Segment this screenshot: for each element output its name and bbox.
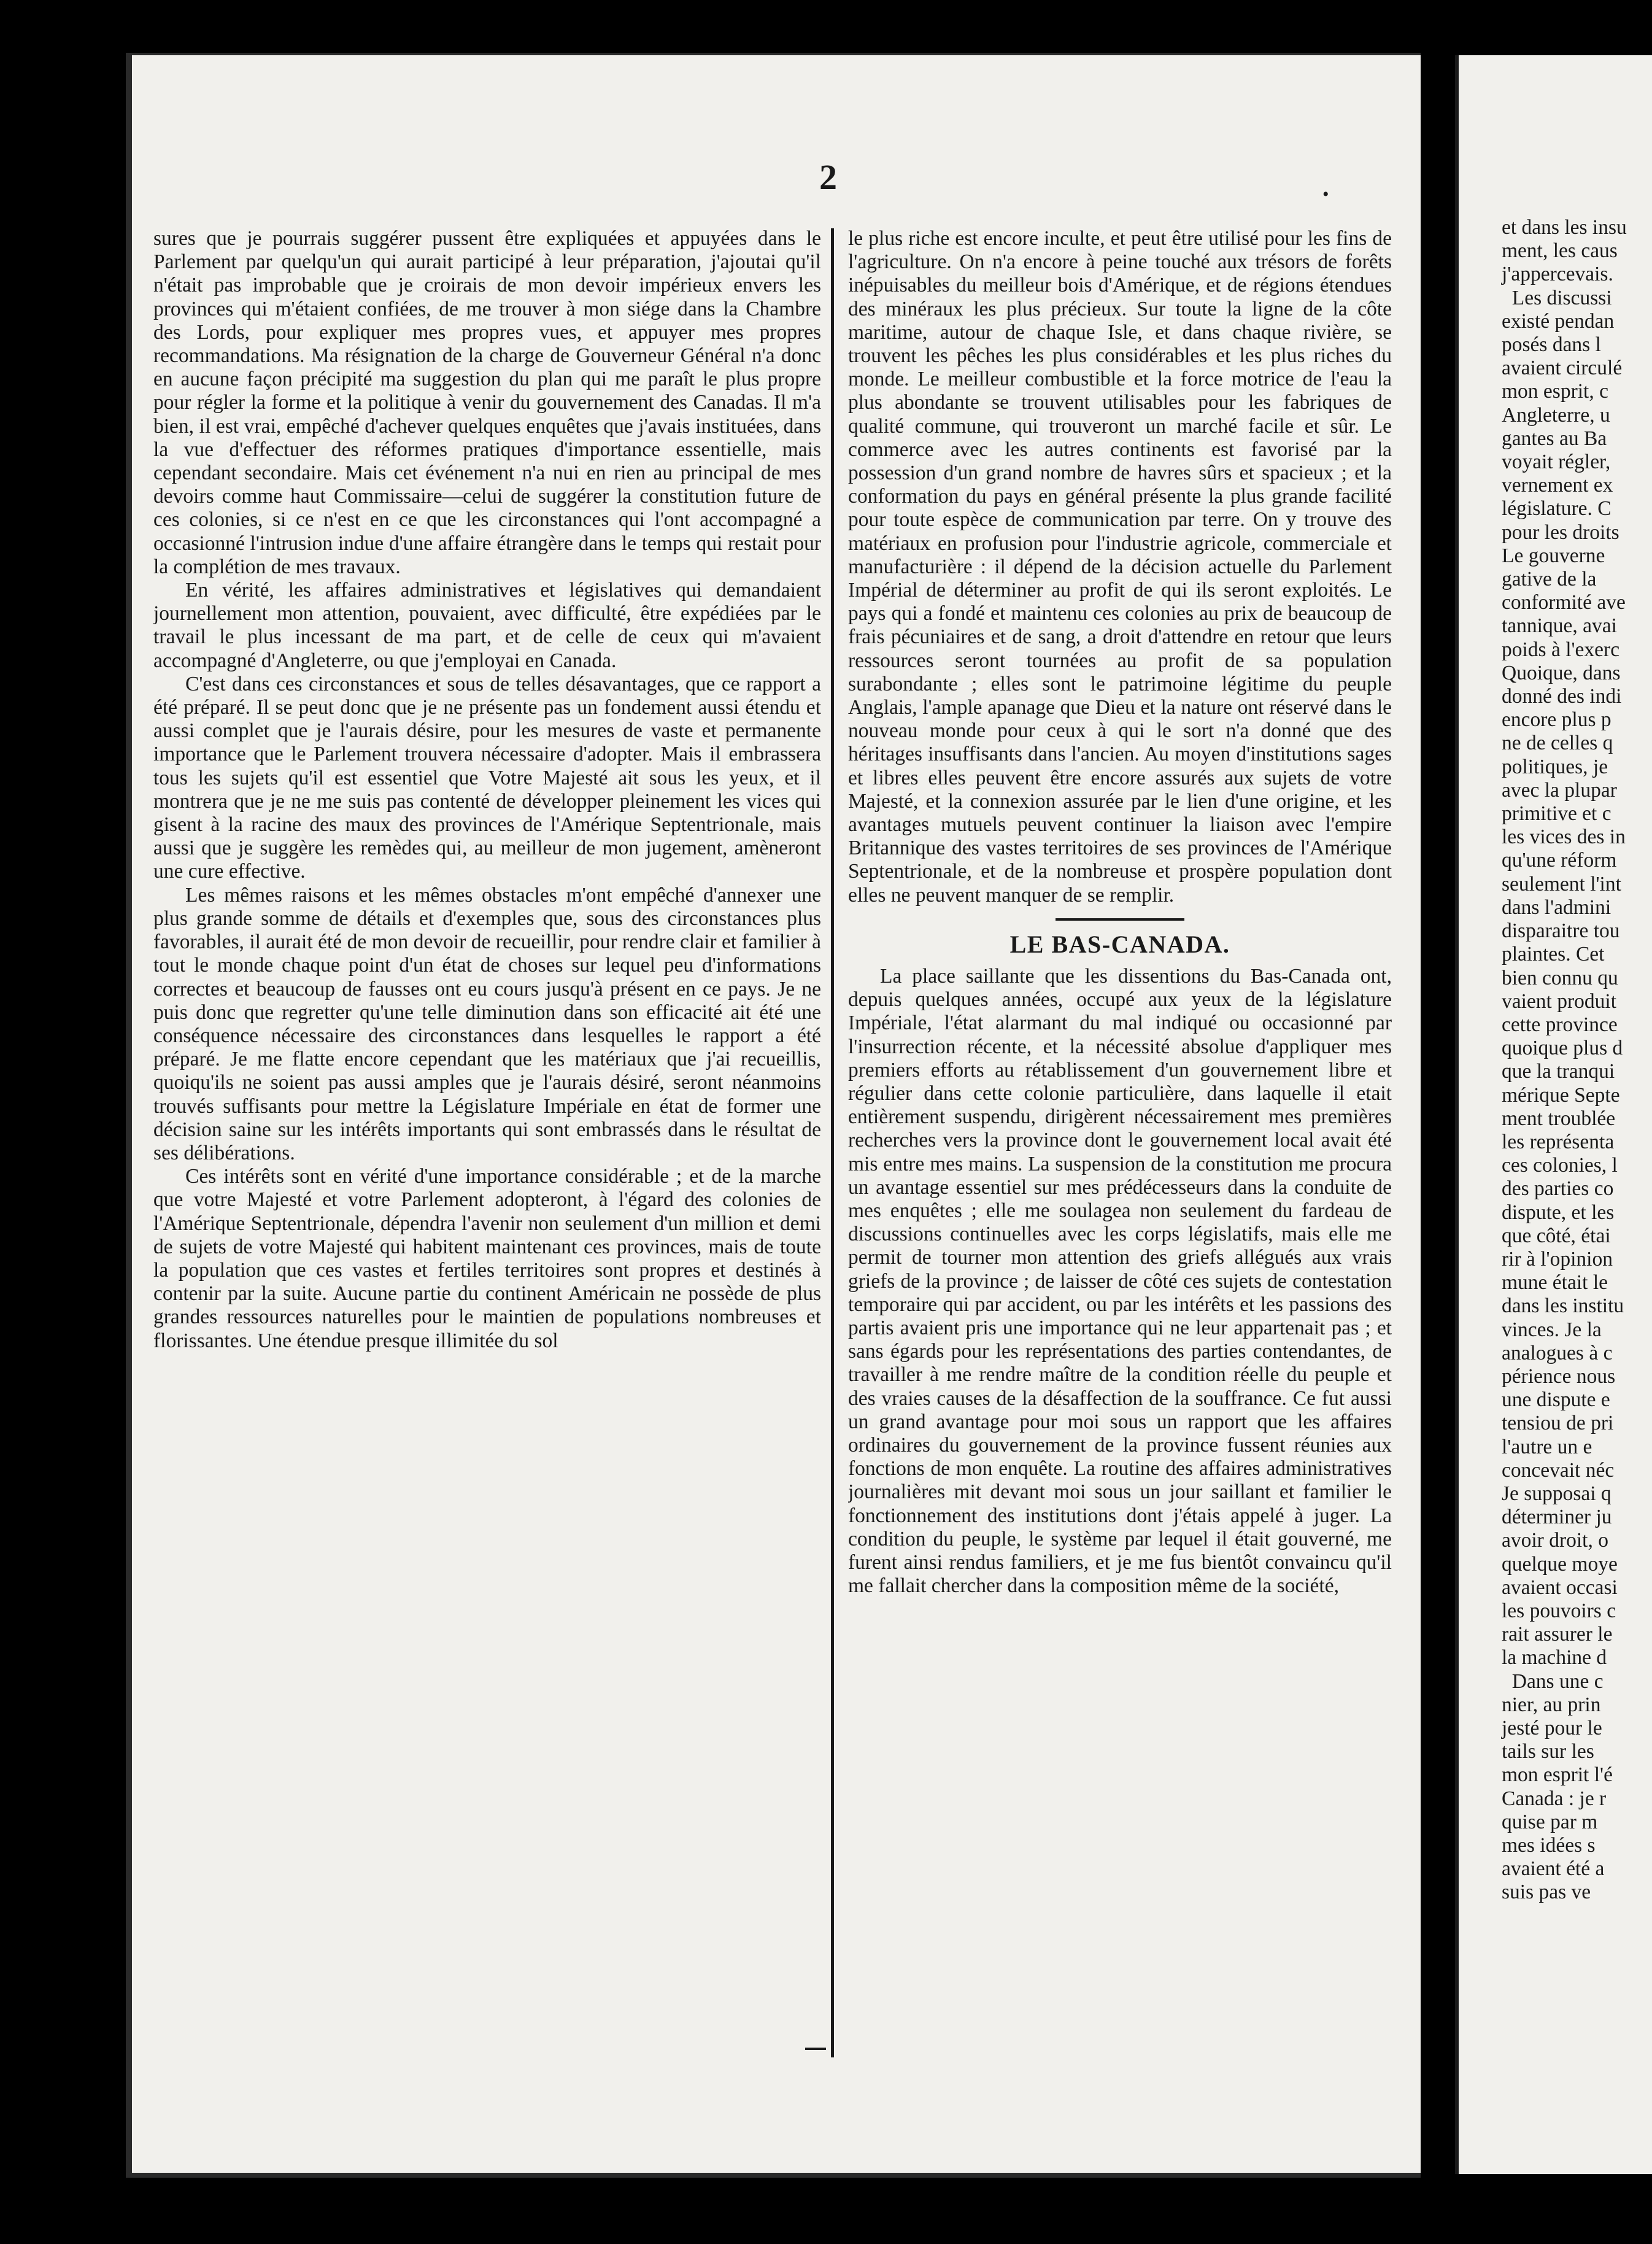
left-paragraph-1: sures que je pourrais suggérer pussent être expliquées et appuyées dans le Parlement par quelqu'un qui aurait participé à leur préparation, j'ajoutai qu'il n'était pas improbable que je croirais de mon devoir impérieux envers les provinces qui m'étaient confiées, de me trouver à mon siége dans la Chambre des Lords, pour expliquer mes propres vues, et appuyer mes propres recommandations. Ma résignation de la charge de Gouverneur Général n'a donc en aucune façon précipité ma suggestion du plan qui me paraît le plus propre pour régler la forme et la politique à venir du gouvernement des Canadas. Il m'a bien, il est vrai, empêché d'achever quelques enquêtes que j'avais instituées, dans la vue d'effectuer des réformes pratiques d'importance essentielle, mais cependant secondaire. Mais cet événement n'a nui en rien au principal de mes devoirs comme haut Commissaire—celui de suggérer la constitution future de ces colonies, si ce n'est en ce que les circonstances qui l'ont accompagné a occasionné l'intrusion indue d'une affaire étrangère dans le temps qui restait pour la complétion de mes travaux. — [153, 227, 821, 578]
page-number: 2 — [819, 157, 837, 197]
next-page-line: disparaitre tou — [1502, 919, 1620, 943]
section-heading: LE BAS-CANADA. — [1009, 930, 1230, 958]
next-page-line: les pouvoirs c — [1502, 1599, 1616, 1622]
next-page-line: encore plus p — [1502, 708, 1611, 732]
next-page-line: vaient produit — [1502, 989, 1616, 1013]
next-page-line: mérique Septe — [1502, 1083, 1620, 1107]
next-page-line: Canada : je r — [1502, 1787, 1607, 1810]
next-page-line: avaient occasi — [1502, 1576, 1618, 1599]
next-page-edge — [1455, 55, 1652, 2174]
column-rule — [831, 228, 834, 2057]
next-page-line: périence nous — [1502, 1364, 1616, 1388]
next-page-line: rait assurer le — [1502, 1623, 1613, 1646]
next-page-line: avoir droit, o — [1502, 1529, 1608, 1552]
next-page-line: seulement l'int — [1502, 872, 1621, 896]
left-paragraph-4: Les mêmes raisons et les mêmes obstacles m'ont empêché d'annexer une plus grande somme de détails et d'exemples que, sous des circonstances plus favorables, il aurait été de mon devoir de recueillir, pour rendre clair et familier à tout le monde chaque point d'un état de choses sur lequel peu d'informations correctes et beaucoup de fausses ont eu cours jusqu'à présent en ce pays. Je ne puis donc que regretter qu'une telle diminution dans son efficacité ait été une conséquence nécessaire des circonstances dans lesquelles le rapport a été préparé. Je me flatte encore cependant que les matériaux que j'ai recueillis, quoiqu'ils ne soient pas aussi amples que je l'aurais désiré, seront néanmoins trouvés suffisants pour mettre la Législature Impériale en état de former une décision saine sur les intérêts importants qui sont embrassés dans le résultat de ses délibérations. — [153, 883, 821, 1164]
next-page-line: dans l'admini — [1502, 896, 1611, 919]
next-page-line: tails sur les — [1502, 1740, 1594, 1763]
next-page-line: gantes au Ba — [1502, 427, 1607, 450]
next-page-line: posés dans l — [1502, 333, 1601, 357]
next-page-line: les vices des in — [1502, 826, 1626, 849]
next-page-line: les représenta — [1502, 1130, 1615, 1153]
next-page-line: qu'une réform — [1502, 849, 1617, 872]
left-column — [153, 227, 821, 2087]
next-page-fold — [1455, 55, 1459, 2174]
next-page-line: avaient circulé — [1502, 357, 1623, 380]
next-page-line: mon esprit, c — [1502, 380, 1608, 403]
next-page-line: vinces. Je la — [1502, 1318, 1602, 1341]
next-page-line: tannique, avai — [1502, 614, 1617, 638]
next-page-line: avaient été a — [1502, 1857, 1605, 1881]
next-page-line: concevait néc — [1502, 1458, 1615, 1482]
next-page-line: que la tranqui — [1502, 1060, 1615, 1083]
right-paragraph-2: La place saillante que les dissentions du Bas-Canada ont, depuis quelques années, occupé aux yeux de la législature Impériale, l'état alarmant du mal indiqué ou occasionné par l'insurrection récente, et la nécessité absolue d'appliquer mes premiers efforts au rétablissement d'un gouvernement libre et régulier dans cette colonie particulière, dans laquelle il etait entièrement suspendu, dirigèrent nécessairement mes premières recherches vers la province dont le gouvernement local avait été mis entre mes mains. La suspension de la constitution me procura un avantage essentiel sur mes prédécesseurs dans la conduite de mes enquêtes ; elle me soulagea non seulement du fardeau de discussions continuelles avec les corps législatifs, mais elle me permit de tourner mon attention des griefs allégués aux vrais griefs de la province ; de laisser de côté ces sujets de contestation temporaire qui par accident, ou par les intérêts et les passions des partis avaient pris une importance qui ne leur appartenait pas ; et sans égards pour les représentations des parties contendantes, de travailler à me rendre maître de la condition réelle du peuple et des vraies causes de la désaffection de la souffrance. Ce fut aussi un grand avantage pour moi sous un rapport que les affaires ordinaires du gouvernement de la province fussent réunies aux fonctions de mon enquête. La routine des affaires administratives journalières mit devant moi sous un jour saillant et familier le fonctionnement des institutions dont j'étais appelé à juger. La condition du peuple, le système par lequel il était gouverné, me furent ainsi rendus familiers, et je me fus bientôt convaincu qu'il me fallait chercher dans la composition même de la société, — [848, 964, 1392, 1598]
right-paragraph-1: le plus riche est encore inculte, et peut être utilisé pour les fins de l'agriculture. On n'a encore à peine touché aux trésors de forêts inépuisables du meilleur bois d'Amérique, et de régions étendues des minéraux les plus précieux. Sur toute la ligne de la côte maritime, autour de chaque Isle, et dans chaque rivière, se trouvent les pêches les plus considérables et les plus riches du monde. Le meilleur combustible et la force motrice de l'eau la plus abondante se trouvent utilisables pour les fabriques de qualité commune, qui trouveront un marché facile et sûr. Le commerce avec les autres continents est favorisé par la possession d'un grand nombre de havres sûrs et spacieux ; et la conformation du pays en général présente la plus grande facilité pour toute espèce de communication par terre. On y trouve des matériaux en profusion pour l'industrie agricole, commerciale et manufacturière : il dépend de la décision actuelle du Parlement Impérial de déterminer au profit de qui ils seront exploités. Le pays qui a fondé et maintenu ces colonies au prix de beaucoup de frais pécuniaires et de sang, a droit d'attendre en retour que leurs ressources seront tournées au profit de sa population surabondante ; elles sont le patrimoine légitime du peuple Anglais, l'ample apanage que Dieu et la nature ont réservé dans le nouveau monde pour ceux à qui le sort n'a donné que des héritages insuffisants dans l'ancien. Au moyen d'institutions sages et libres elles peuvent être encore assurés aux sujets de votre Majesté, et la connexion assurée par le lien d'une origine, et les avantages mutuels peuvent continuer la liaison avec l'empire Britannique des vastes territoires de ses provinces de l'Amérique Septentrionale, et de la nombreuse et prospère population dont elles ne peuvent manquer de se remplir. — [848, 227, 1392, 907]
next-page-line: analogues à c — [1502, 1341, 1613, 1364]
next-page-line: tensiou de pri — [1502, 1412, 1614, 1435]
next-page-line: existé pendan — [1502, 309, 1615, 333]
next-page-line: la machine d — [1502, 1646, 1607, 1669]
next-page-line: politiques, je — [1502, 755, 1608, 778]
next-page-line: mune était le — [1502, 1271, 1608, 1294]
column-rule-tick — [805, 2048, 826, 2050]
next-page-line: ne de celles q — [1502, 732, 1613, 755]
next-page-line: voyait régler, — [1502, 451, 1611, 474]
next-page-line: ment troublée — [1502, 1107, 1616, 1130]
next-page-line: nier, au prin — [1502, 1693, 1601, 1716]
next-page-line: vernement ex — [1502, 474, 1613, 497]
next-page-line: ment, les caus — [1502, 239, 1618, 263]
next-page-line: ces colonies, l — [1502, 1154, 1618, 1177]
section-separator — [1056, 918, 1184, 921]
next-page-line: conformité ave — [1502, 591, 1626, 614]
right-column — [848, 227, 1392, 2093]
next-page-line: dispute, et les — [1502, 1201, 1615, 1224]
next-page-line: Dans une c — [1502, 1669, 1604, 1693]
next-page-text — [1502, 216, 1652, 1905]
next-page-line: mes idées s — [1502, 1834, 1596, 1857]
next-page-line: bien connu qu — [1502, 966, 1618, 989]
next-page-line: avec la plupar — [1502, 778, 1617, 802]
next-page-line: législature. C — [1502, 497, 1611, 520]
next-page-line: gative de la — [1502, 568, 1597, 591]
next-page-line: pour les droits — [1502, 520, 1619, 544]
next-page-line: plaintes. Cet — [1502, 943, 1605, 966]
next-page-line: jesté pour le — [1502, 1717, 1602, 1739]
left-paragraph-3: C'est dans ces circonstances et sous de telles désavantages, que ce rapport a été préparé. Il se peut donc que je ne présente pas un fondement aussi étendu et aussi complet que je l'aurais désire, pour les mesures de vaste et permanente importance que le Parlement trouvera nécessaire d'adopter. Mais il embrassera tous les sujets qu'il est essentiel que Votre Majesté ait sous les yeux, et il montrera que je ne me suis pas contenté de développer pleinement les vices qui gisent à la racine des maux des provinces de l'Amérique Septentrionale, mais aussi que je suggère les remèdes qui, au meilleur de mon jugement, amèneront une cure effective. — [153, 672, 821, 883]
next-page-line: quise par m — [1502, 1810, 1598, 1833]
next-page-line: cette province — [1502, 1013, 1618, 1036]
next-page-line: Les discussi — [1502, 286, 1612, 309]
next-page-line: l'autre un e — [1502, 1435, 1592, 1458]
next-page-line: et dans les insu — [1502, 216, 1627, 239]
next-page-line: Quoique, dans — [1502, 661, 1621, 684]
next-page-line: primitive et c — [1502, 802, 1611, 826]
page-gutter — [1421, 0, 1455, 2244]
print-speck: • — [1322, 184, 1329, 204]
next-page-line: dans les institu — [1502, 1294, 1624, 1318]
next-page-line: Angleterre, u — [1502, 403, 1610, 427]
next-page-line: suis pas ve — [1502, 1881, 1591, 1904]
left-paragraph-5: Ces intérêts sont en vérité d'une importance considérable ; et de la marche que votre Majesté et votre Parlement adopteront, à l'égard des colonies de l'Amérique Septentrionale, dépendra l'avenir non seulement d'un million et demi de sujets de votre Majesté qui habitent maintenant ces provinces, mais de toute la population que ces vastes et fertiles territoires sont propres et destinés à contenir par la suite. Aucune partie du continent Américain ne possède de plus grandes ressources naturelles pour le maintien de populations nombreuses et florissantes. Une étendue presque illimitée du sol — [153, 1165, 821, 1352]
next-page-line: une dispute e — [1502, 1388, 1610, 1412]
next-page-line: donné des indi — [1502, 685, 1622, 708]
next-page-line: déterminer ju — [1502, 1506, 1612, 1529]
next-page-line: des parties co — [1502, 1177, 1614, 1201]
left-paragraph-2: En vérité, les affaires administratives et législatives qui demandaient journellement mon attention, pouvaient, avec difficulté, être expédiées par le travail le plus incessant de ma part, et de celle de ceux qui m'avaient accompagné d'Angleterre, ou que j'employai en Canada. — [153, 579, 821, 672]
next-page-line: quoique plus d — [1502, 1037, 1623, 1060]
next-page-line: mon esprit l'é — [1502, 1763, 1613, 1787]
next-page-line: Je supposai q — [1502, 1482, 1611, 1505]
next-page-line: j'appercevais. — [1502, 263, 1619, 286]
next-page-line: quelque moye — [1502, 1552, 1618, 1576]
next-page-line: Le gouverne — [1502, 544, 1605, 567]
next-page-line: poids à l'exerc — [1502, 638, 1620, 661]
next-page-line: que côté, étai — [1502, 1224, 1611, 1247]
next-page-line: rir à l'opinion — [1502, 1247, 1613, 1271]
